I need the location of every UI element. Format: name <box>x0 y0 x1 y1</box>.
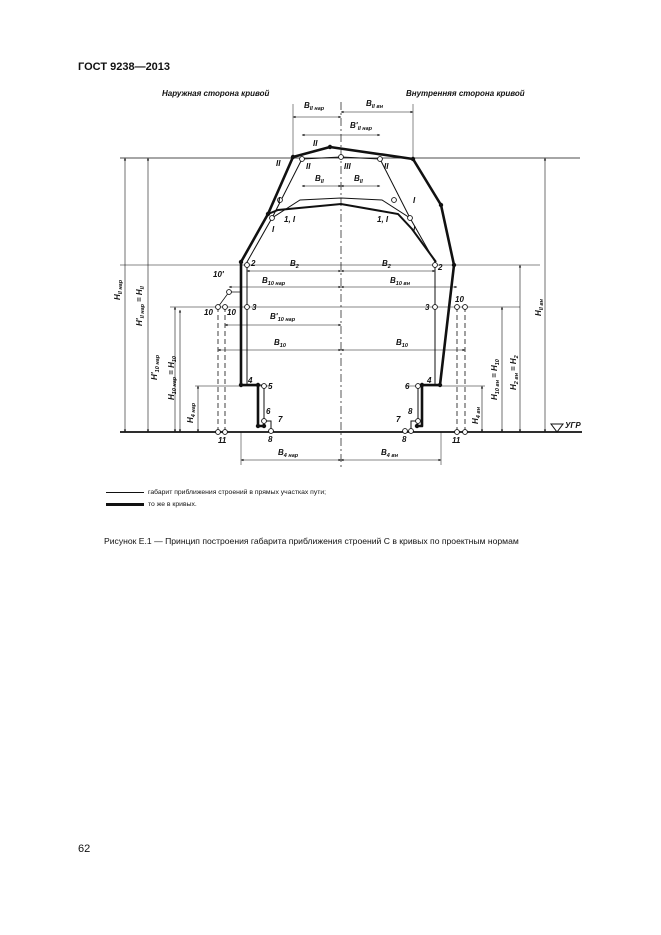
label-point-2-right: 2 <box>438 263 443 272</box>
svg-text:H4 вн: $H_{4 вн}$ <box>471 406 482 424</box>
svg-text:H'II нар= HII: $H'_{II нар}= H_{II}$ <box>135 286 146 326</box>
label-point-10-left2: 10 <box>227 308 236 317</box>
label-point-II-top: II <box>313 139 318 148</box>
label-B-II-vn: $B_{II вн}$ <box>366 99 384 110</box>
label-point-I-left: I <box>278 196 281 205</box>
svg-text:H2 вн= H2: $H_{2 вн}= H_2$ <box>509 355 520 390</box>
curve-clearance-inner <box>268 204 436 262</box>
label-H-4-vn <box>471 406 482 424</box>
inner-side-label: Внутренняя сторона кривой <box>406 89 525 98</box>
svg-text:HII нар: $H_{II нар}$ <box>113 279 124 300</box>
label-point-7-right: 7 <box>396 415 401 424</box>
figure-caption: Рисунок Е.1 — Принцип построения габарита приближения строений С в кривых по проектным нормам <box>104 536 519 546</box>
label-point-I-right: I <box>413 196 416 205</box>
label-point-4-left: 4 <box>248 376 253 385</box>
label-point-II-right: II <box>384 162 389 171</box>
legend-curve <box>106 501 197 508</box>
label-H-II-nar <box>113 279 124 300</box>
rail-level-label: УГР <box>565 421 581 430</box>
label-B-II-right: $B_{II}$ <box>354 174 363 185</box>
legend-thick-line-icon <box>106 503 144 506</box>
label-B-4-vn: $B_{4 вн}$ <box>381 448 399 459</box>
label-point-8-left: 8 <box>268 435 273 444</box>
label-point-5: 5 <box>268 382 273 391</box>
svg-text:H10 вн= H10: $H_{10 вн}= H_{10}$ <box>490 359 501 400</box>
label-B-2-right: $B_2$ <box>382 259 391 270</box>
label-point-6-right: 6 <box>405 382 410 391</box>
legend-straight-text: габарит приближения строений в прямых участках пути; <box>148 489 327 496</box>
label-point-I-right2: I <box>413 225 416 234</box>
page-number: 62 <box>78 843 91 855</box>
label-point-10-left: 10 <box>204 308 213 317</box>
label-H-II-nar-eq <box>135 286 146 326</box>
label-point-11-left: 11 <box>218 436 227 445</box>
label-B-10-left: $B_{10}$ <box>274 338 286 349</box>
label-B-2-left: $B_2$ <box>290 259 299 270</box>
svg-text:H10 нар= H10: $H_{10 нар}= H_{10}$ <box>167 356 178 400</box>
label-point-4-right: 4 <box>427 376 432 385</box>
label-point-3-left: 3 <box>252 303 257 312</box>
label-point-2-left: 2 <box>251 259 256 268</box>
svg-text:H4 нар: $H_{4 нар}$ <box>186 402 197 423</box>
label-H-10-nar-prime <box>150 354 161 380</box>
straight-points <box>216 155 468 435</box>
label-B-10-vn: $B_{10 вн}$ <box>390 276 411 287</box>
label-point-10-right: 10 <box>455 295 464 304</box>
legend-thin-line-icon <box>106 492 144 493</box>
legend-curve-text: то же в кривых. <box>148 501 197 508</box>
label-point-I-left2: I <box>272 225 275 234</box>
label-point-1I-right: 1, I <box>377 215 389 224</box>
label-point-11-right: 11 <box>452 436 461 445</box>
label-B-10-nar: $B_{10 нар}$ <box>262 276 286 287</box>
label-B-10-nar-prime: $B'_{10 нар}$ <box>270 312 296 323</box>
label-point-8-right: 8 <box>402 435 407 444</box>
document-header: ГОСТ 9238—2013 <box>78 61 171 73</box>
label-B-II-nar: $B_{II нар}$ <box>304 101 325 112</box>
label-H-2-vn <box>509 355 520 390</box>
label-point-7-left: 7 <box>278 415 283 424</box>
label-B-II-left: $B_{II}$ <box>315 174 324 185</box>
label-point-1I-left: 1, I <box>284 215 296 224</box>
label-B-4-nar: $B_{4 нар}$ <box>278 448 299 459</box>
label-H-10-vn <box>490 359 501 400</box>
label-H-10-nar <box>167 356 178 400</box>
label-point-10prime: 10' <box>213 270 224 279</box>
legend-straight <box>106 489 326 496</box>
label-point-6-left: 6 <box>266 407 271 416</box>
label-H-II-vn <box>534 298 545 316</box>
label-H-4-nar <box>186 402 197 423</box>
label-point-III: III <box>344 162 351 171</box>
label-point-3-right: 3 <box>425 303 430 312</box>
label-point-8-right-top: 8 <box>408 407 413 416</box>
label-point-II-left2: II <box>306 162 311 171</box>
label-B-II-nar-prime: $B'_{II нар}$ <box>350 121 373 132</box>
svg-text:H'10 нар: $H'_{10 нар}$ <box>150 354 161 380</box>
label-point-II-left: II <box>276 159 281 168</box>
svg-text:HII вн: $H_{II вн}$ <box>534 298 545 316</box>
outer-side-label: Наружная сторона кривой <box>162 89 270 98</box>
rail-level-symbol <box>551 424 563 432</box>
label-B-10-right: $B_{10}$ <box>396 338 408 349</box>
